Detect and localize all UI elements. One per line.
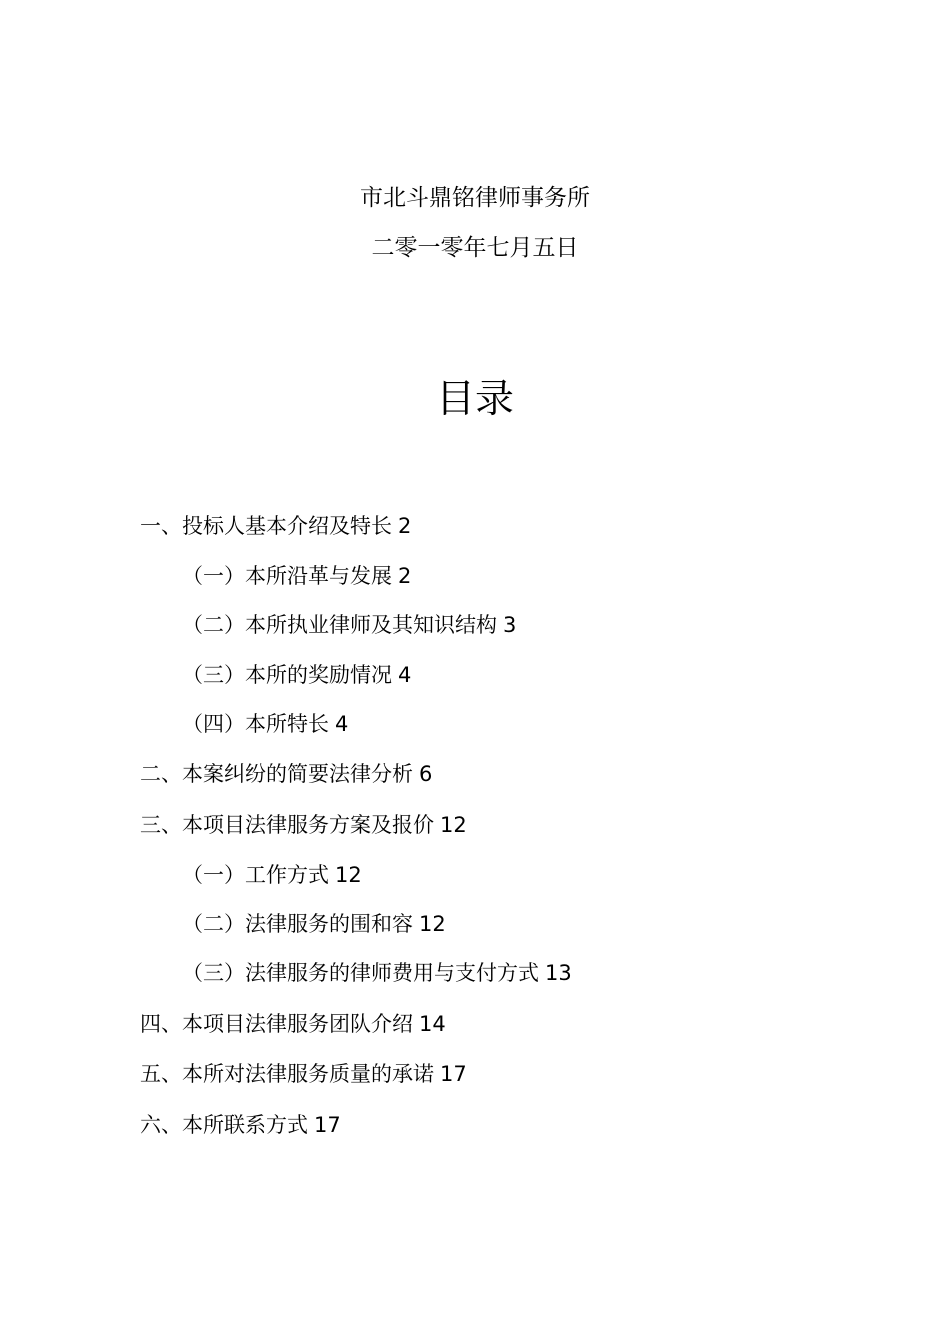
toc-item-page: 12 [335, 863, 362, 887]
toc-item-page: 14 [419, 1012, 446, 1036]
toc-item-page: 2 [398, 564, 412, 588]
toc-item[interactable] [140, 760, 432, 788]
toc-item[interactable] [182, 562, 411, 590]
toc-item-label: （四）本所特长 [182, 712, 329, 736]
toc-item[interactable] [182, 611, 516, 639]
toc-item-page: 6 [419, 762, 433, 786]
toc-item-label: （一）本所沿革与发展 [182, 564, 392, 588]
document-date: 二零一零年七月五日 [371, 235, 579, 261]
toc-item-label: 二、本案纠纷的简要法律分析 [140, 762, 413, 786]
toc-item[interactable] [140, 811, 467, 839]
toc-item-page: 4 [398, 663, 412, 687]
toc-item-page: 17 [314, 1113, 341, 1137]
toc-item-label: 六、本所联系方式 [140, 1113, 308, 1137]
toc-item[interactable] [182, 861, 362, 889]
toc-item[interactable] [182, 661, 411, 689]
toc-item-label: 五、本所对法律服务质量的承诺 [140, 1062, 434, 1086]
toc-item-label: （二）法律服务的围和容 [182, 912, 413, 936]
toc-item-page: 12 [440, 813, 467, 837]
toc-item-label: （三）法律服务的律师费用与支付方式 [182, 961, 539, 985]
toc-item-label: （一）工作方式 [182, 863, 329, 887]
toc-item-label: 三、本项目法律服务方案及报价 [140, 813, 434, 837]
toc-item-label: 一、投标人基本介绍及特长 [140, 514, 392, 538]
toc-item-label: （二）本所执业律师及其知识结构 [182, 613, 497, 637]
toc-item-page: 17 [440, 1062, 467, 1086]
toc-item[interactable] [182, 710, 348, 738]
toc-item-page: 3 [503, 613, 517, 637]
toc-item-page: 13 [545, 961, 572, 985]
toc-item[interactable] [140, 1060, 467, 1088]
toc-title: 目录 [435, 377, 514, 422]
firm-name: 市北斗鼎铭律师事务所 [360, 185, 590, 211]
toc-item[interactable] [140, 1111, 341, 1139]
toc-item-page: 4 [335, 712, 349, 736]
toc-item[interactable] [140, 1010, 446, 1038]
toc-item-label: 四、本项目法律服务团队介绍 [140, 1012, 413, 1036]
toc-item[interactable] [182, 959, 572, 987]
toc-item[interactable] [140, 512, 411, 540]
toc-item[interactable] [182, 910, 446, 938]
toc-item-page: 12 [419, 912, 446, 936]
toc-item-label: （三）本所的奖励情况 [182, 663, 392, 687]
toc-item-page: 2 [398, 514, 412, 538]
